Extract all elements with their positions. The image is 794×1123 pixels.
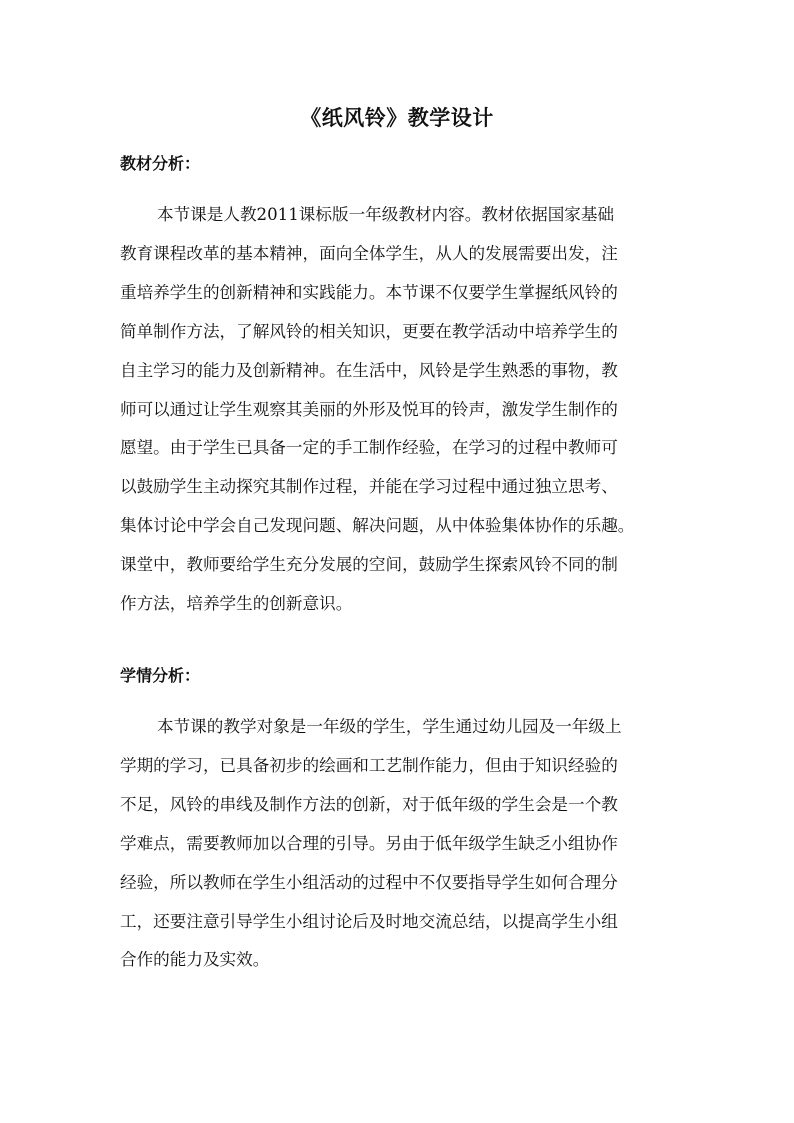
paragraph-line: 合作的能力及实效。 [120,950,270,970]
paragraph-line: 集体讨论中学会自己发现问题、解决问题，从中体验集体协作的乐趣。 [120,516,635,536]
paragraph-line: 工，还要注意引导学生小组讨论后及时地交流总结，以提高学生小组 [120,911,618,931]
section-heading-textbook-analysis: 教材分析： [120,154,201,173]
paragraph-line: 重培养学生的创新精神和实践能力。本节课不仅要学生掌握纸风铃的 [120,282,618,302]
section-body-textbook-analysis [120,196,676,624]
paragraph-line: 教育课程改革的基本精神，面向全体学生，从人的发展需要出发，注 [120,243,618,263]
section-heading-learner-analysis: 学情分析： [120,666,201,685]
paragraph-line: 作方法，培养学生的创新意识。 [120,594,353,614]
paragraph-line: 本节课是人教2011课标版一年级教材内容。教材依据国家基础 [157,205,615,224]
paragraph-line: 课堂中，教师要给学生充分发展的空间，鼓励学生探索风铃不同的制 [120,555,618,575]
paragraph-line: 本节课的教学对象是一年级的学生，学生通过幼儿园及一年级上 [157,717,622,736]
document-title: 《纸风铃》教学设计 [300,105,494,130]
paragraph-line: 学期的学习，已具备初步的绘画和工艺制作能力，但由于知识经验的 [120,755,618,775]
paragraph-line: 愿望。由于学生已具备一定的手工制作经验，在学习的过程中教师可 [120,438,618,458]
section-body-learner-analysis [120,708,676,980]
paragraph-line: 不足，风铃的串线及制作方法的创新，对于低年级的学生会是一个教 [120,794,618,814]
paragraph-line: 师可以通过让学生观察其美丽的外形及悦耳的铃声，激发学生制作的 [120,399,618,419]
paragraph-line: 以鼓励学生主动探究其制作过程，并能在学习过程中通过独立思考、 [120,477,618,497]
paragraph-line: 学难点，需要教师加以合理的引导。另由于低年级学生缺乏小组协作 [120,833,618,853]
paragraph-line: 经验，所以教师在学生小组活动的过程中不仅要指导学生如何合理分 [120,872,618,892]
paragraph-line: 简单制作方法，了解风铃的相关知识，更要在教学活动中培养学生的 [120,321,618,341]
paragraph-line: 自主学习的能力及创新精神。在生活中，风铃是学生熟悉的事物，教 [120,360,618,380]
